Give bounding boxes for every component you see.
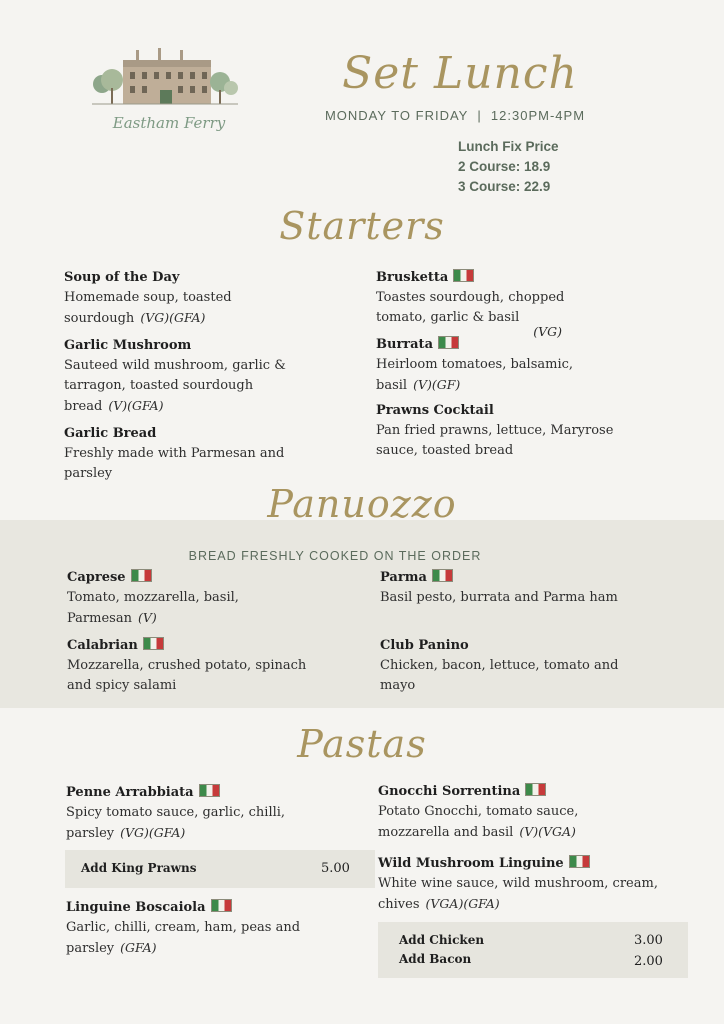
addon-price: 2.00 — [634, 954, 663, 969]
item-description: Pan fried prawns, lettuce, Maryrose sauce, toasted bread — [376, 423, 614, 458]
item-description: Homemade soup, toasted sourdough (VG)(GFA) — [64, 290, 232, 326]
menu-item — [376, 335, 616, 396]
addon-price: 3.00 — [634, 933, 663, 948]
menu-item — [376, 401, 616, 461]
hotel-building-logo — [88, 42, 240, 112]
menu-item — [378, 782, 638, 843]
italian-flag-icon — [438, 336, 459, 349]
dietary-tags: (VG) — [533, 324, 562, 339]
starters-title: Starters — [279, 204, 445, 248]
item-name: Penne Arrabbiata — [66, 785, 194, 800]
hotel-logo — [88, 42, 240, 144]
dietary-tags: (V)(VGA) — [519, 824, 576, 839]
item-description: Mozzarella, crushed potato, spinach and spicy salami — [67, 658, 307, 693]
add-chicken-bacon-box — [378, 922, 688, 978]
item-name-row — [376, 335, 616, 355]
item-name: Soup of the Day — [64, 270, 180, 285]
addon-price: 5.00 — [321, 861, 350, 876]
page-title: Set Lunch — [342, 48, 578, 99]
item-name: Linguine Boscaiola — [66, 900, 206, 915]
item-name: Garlic Bread — [64, 426, 157, 441]
panuozzo-title: Panuozzo — [267, 482, 457, 526]
menu-item — [66, 783, 316, 844]
two-course-price: 2 Course: 18.9 — [458, 159, 551, 174]
menu-item — [380, 636, 630, 696]
item-description: Tomato, mozzarella, basil, Parmesan (V) — [67, 590, 239, 626]
italian-flag-icon — [453, 269, 474, 282]
item-description: Heirloom tomatoes, balsamic, basil (V)(GF) — [376, 357, 574, 393]
logo-text: Eastham Ferry — [112, 114, 226, 132]
item-name: Caprese — [67, 570, 126, 585]
item-name: Burrata — [376, 337, 433, 352]
item-name-row — [66, 898, 316, 918]
dietary-tags: (V) — [137, 610, 157, 625]
item-name: Prawns Cocktail — [376, 403, 494, 418]
item-name-row — [380, 568, 620, 588]
menu-item — [376, 268, 616, 340]
italian-flag-icon — [143, 637, 164, 650]
dietary-tags: (V)(GF) — [413, 377, 461, 392]
menu-item — [64, 336, 304, 417]
italian-flag-icon — [432, 569, 453, 582]
item-description: Toastes sourdough, chopped tomato, garlic & basil — [376, 290, 565, 325]
menu-item — [67, 636, 307, 696]
menu-item — [66, 898, 316, 959]
italian-flag-icon — [131, 569, 152, 582]
dietary-tags: (GFA) — [120, 940, 157, 955]
item-description: Garlic, chilli, cream, ham, peas and parsley (GFA) — [66, 920, 301, 956]
opening-hours: MONDAY TO FRIDAY | 12:30PM-4PM — [324, 108, 586, 123]
item-description: Basil pesto, burrata and Parma ham — [380, 590, 618, 605]
menu-item — [67, 568, 287, 629]
menu-item — [64, 268, 304, 329]
italian-flag-icon — [569, 855, 590, 868]
dietary-tags: (VG)(GFA) — [140, 310, 206, 325]
menu-item — [64, 424, 304, 484]
item-description: Sauteed wild mushroom, garlic & tarragon, toasted sourdough bread (V)(GFA) — [64, 358, 286, 414]
item-description: White wine sauce, wild mushroom, cream, chives (VGA)(GFA) — [378, 876, 658, 912]
addon-label: Add King Prawns — [81, 861, 197, 875]
item-name: Calabrian — [67, 638, 138, 653]
item-name-row — [378, 854, 660, 874]
addon-label: Add Chicken — [399, 933, 485, 947]
addon-label: Add Bacon — [399, 952, 472, 966]
item-name: Wild Mushroom Linguine — [378, 856, 564, 871]
item-name: Club Panino — [380, 638, 469, 653]
dietary-tags: (V)(GFA) — [108, 398, 164, 413]
italian-flag-icon — [211, 899, 232, 912]
item-name: Brusketta — [376, 270, 449, 285]
menu-item — [380, 568, 620, 608]
item-name: Gnocchi Sorrentina — [378, 784, 521, 799]
pastas-title: Pastas — [297, 722, 427, 766]
dietary-tags: (VGA)(GFA) — [425, 896, 500, 911]
item-name-row — [67, 568, 287, 588]
item-name-row — [376, 268, 616, 288]
item-name-row — [67, 636, 307, 656]
item-description: Spicy tomato sauce, garlic, chilli, parsley (VG)(GFA) — [66, 805, 286, 841]
add-king-prawns-box — [65, 850, 375, 888]
italian-flag-icon — [525, 783, 546, 796]
item-name-row — [378, 782, 638, 802]
menu-item — [378, 854, 660, 915]
item-name: Garlic Mushroom — [64, 338, 192, 353]
item-description: Chicken, bacon, lettuce, tomato and mayo — [380, 658, 619, 693]
item-name-row — [66, 783, 316, 803]
item-name: Parma — [380, 570, 427, 585]
item-description: Potato Gnocchi, tomato sauce, mozzarella and basil (V)(VGA) — [378, 804, 579, 840]
price-heading: Lunch Fix Price — [458, 139, 559, 154]
three-course-price: 3 Course: 22.9 — [458, 179, 551, 194]
italian-flag-icon — [199, 784, 220, 797]
panuozzo-subtitle: BREAD FRESHLY COOKED ON THE ORDER — [188, 549, 482, 563]
dietary-tags: (VG)(GFA) — [120, 825, 186, 840]
item-description: Freshly made with Parmesan and parsley — [64, 446, 285, 481]
